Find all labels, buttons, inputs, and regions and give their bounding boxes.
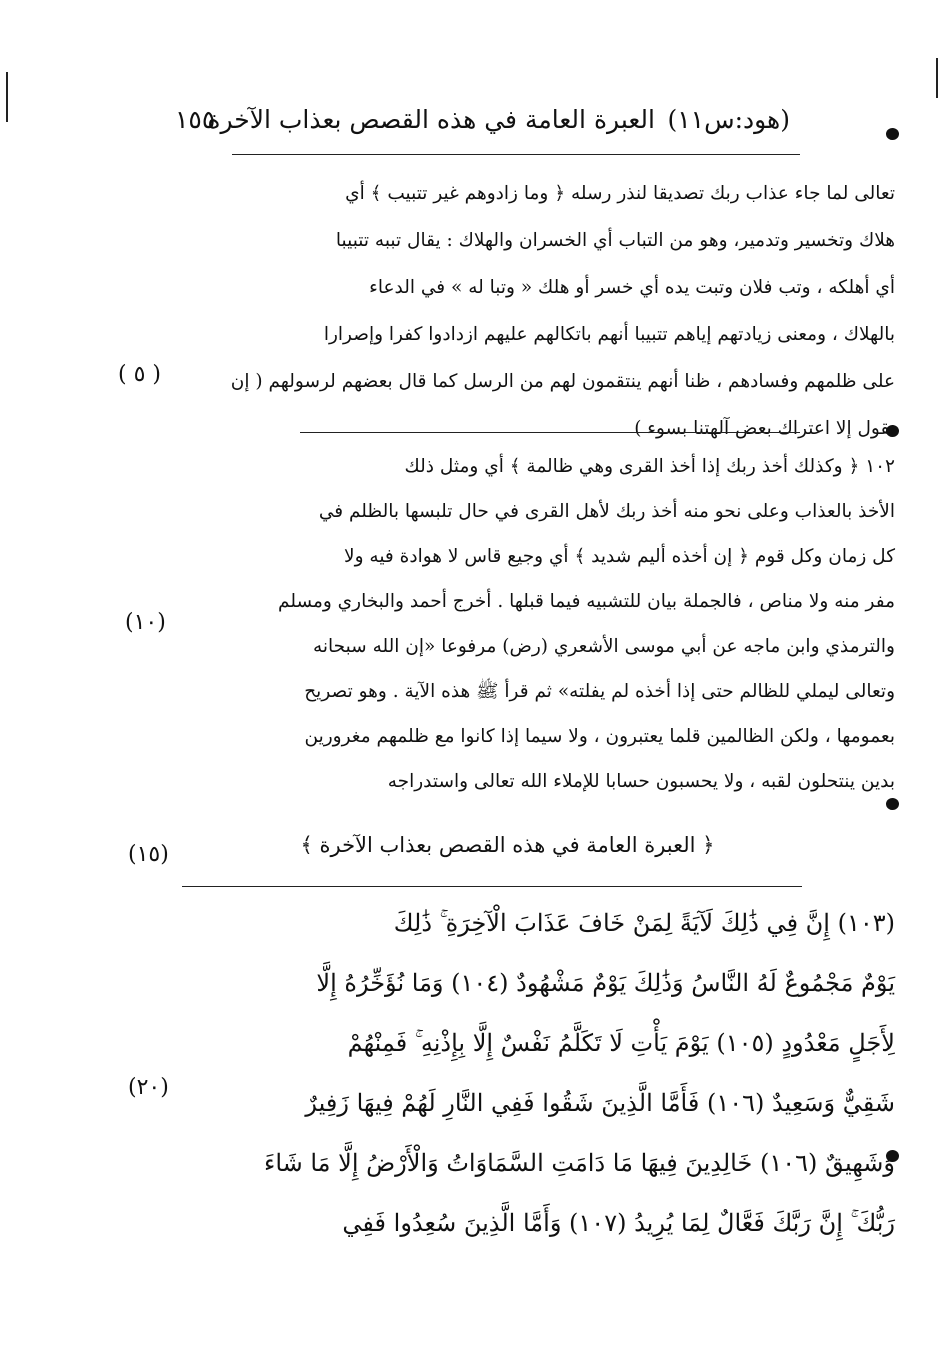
line-number-marker: (١٥) (128, 842, 169, 867)
scan-edge-mark-right (936, 58, 938, 98)
page-header (175, 100, 790, 140)
text-line: بالهلاك ، ومعنى زيادتهم إياهم تتبيبا أنهم باتكالهم عليهم ازدادوا كفرا وإصرارا (323, 324, 895, 345)
running-title: العبرة العامة في هذه القصص بعذاب الآخرة (207, 105, 655, 134)
text-line: هلاك وتخسير وتدمير، وهو من التباب أي الخسران والهلاك : يقال تببه تتبيبا (335, 230, 895, 251)
text-line: والترمذي وابن ماجه عن أبي موسى الأشعري (رض) مرفوعا «إن الله سبحانه (312, 636, 895, 657)
verse-line: يَوْمٌ مَجْمُوعٌ لَهُ النَّاسُ وَذَٰلِكَ يَوْمٌ مَشْهُودٌ (١٠٤) وَمَا نُؤَخِّرُهُ إِلَّا (316, 969, 895, 997)
verse-line: (١٠٣) إِنَّ فِي ذَٰلِكَ لَآيَةً لِمَنْ خَافَ عَذَابَ الْآخِرَةِ ۚ ذَٰلِكَ (393, 909, 895, 937)
page-number: ١٥٥ (175, 105, 216, 134)
quran-verses-block (180, 893, 895, 1253)
verse-line: لِأَجَلٍ مَعْدُودٍ (١٠٥) يَوْمَ يَأْتِ لَا تَكَلَّمُ نَفْسٌ إِلَّا بِإِذْنِهِ ۚ فَمِنْهُمْ (347, 1029, 895, 1057)
text-line: بدين ينتحلون لقبه ، ولا يحسبون حسابا للإملاء الله تعالى واستدراجه (387, 771, 895, 792)
line-number-marker: (١٠) (125, 610, 166, 635)
text-line: نقول إلا اعتراك بعض آلهتنا بسوء ) (634, 418, 895, 439)
verse-line: رَبُّكَ ۚ إِنَّ رَبَّكَ فَعَّالٌ لِمَا يُرِيدُ (١٠٧) وَأَمَّا الَّذِينَ سُعِدُوا فَفِي (342, 1209, 895, 1237)
scan-edge-mark-left (6, 72, 8, 122)
commentary-paragraph-1 (180, 170, 895, 452)
text-line: ١٠٢ ﴿ وكذلك أخذ ربك إذا أخذ القرى وهي ظالمة ﴾ أي ومثل ذلك (404, 456, 895, 477)
text-line: كل زمان وكل قوم ﴿ إن أخذه أليم شديد ﴾ أي وجيع قاس لا هوادة فيه ولا (344, 546, 895, 567)
header-rule (232, 154, 800, 155)
text-line: أي أهلكه ، وتب فلان وتبت يده أي خسر أو هلك « وتبا له » في الدعاء (369, 277, 895, 298)
line-number-marker: (٢٠) (128, 1075, 169, 1100)
text-line: تعالى لما جاء عذاب ربك تصديقا لنذر رسله ﴿ وما زادوهم غير تتبيب ﴾ أي (345, 183, 895, 204)
surah-reference: (هود:س١١) (667, 105, 790, 134)
commentary-paragraph-2 (180, 444, 895, 804)
text-line: وتعالى ليملي للظالم حتى إذا أخذه لم يفلته» ثم قرأ ﷺ هذه الآية . وهو تصريح (304, 681, 895, 702)
verse-line: وَشَهِيقٌ (١٠٦) خَالِدِينَ فِيهَا مَا دَامَتِ السَّمَاوَاتُ وَالْأَرْضُ إِلَّا مَا شَاءَ (264, 1149, 895, 1177)
text-line: مفر منه ولا مناص ، فالجملة بيان للتشبيه فيما قبلها . أخرج أحمد والبخاري ومسلم (278, 591, 895, 612)
section-heading: ﴿ العبرة العامة في هذه القصص بعذاب الآخرة ﴾ (300, 833, 715, 857)
verse-line: شَقِيٌّ وَسَعِيدٌ (١٠٦) فَأَمَّا الَّذِينَ شَقُوا فَفِي النَّارِ لَهُمْ فِيهَا زَفِيرٌ (305, 1089, 895, 1117)
section-rule (300, 432, 800, 433)
margin-dot (886, 128, 899, 140)
text-line: الأخذ بالعذاب وعلى نحو منه أخذ ربك لأهل القرى في حال تلبسها بالظلم في (318, 501, 895, 522)
quran-divider-rule (182, 886, 802, 887)
line-number-marker: ( ٥ ) (118, 362, 161, 387)
text-line: بعمومها ، ولكن الظالمين قلما يعتبرون ، ولا سيما إذا كانوا مع ظلمهم مغرورين (304, 726, 895, 747)
text-line: على ظلمهم وفسادهم ، ظنا أنهم ينتقمون لهم من الرسل كما قال بعضهم لرسولهم ( إن (230, 371, 895, 392)
